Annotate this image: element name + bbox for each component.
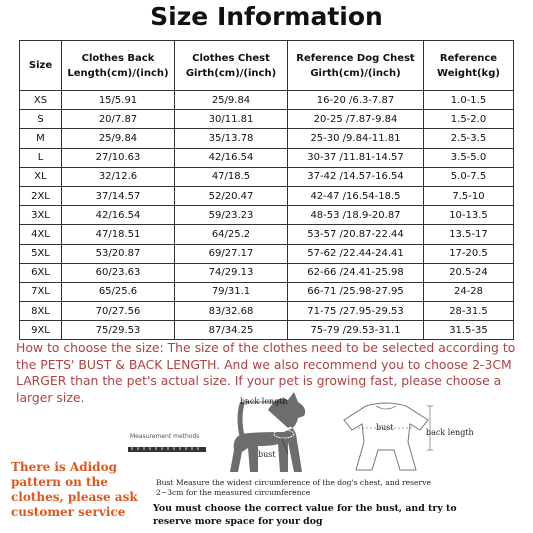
table-cell: 13.5-17 (424, 225, 514, 244)
table-cell: 66-71 /25.98-27.95 (288, 282, 424, 301)
table-cell: 47/18.5 (175, 167, 288, 186)
dog-back-length-label: back length (240, 397, 288, 406)
table-cell: 70/27.56 (62, 302, 175, 321)
table-cell: 30-37 /11.81-14.57 (288, 148, 424, 167)
column-header (424, 41, 514, 91)
table-header-row (20, 41, 514, 91)
page-title: Size Information (150, 2, 383, 31)
table-cell: 65/25.6 (62, 282, 175, 301)
table-cell: XS (20, 91, 62, 110)
table-row (20, 91, 514, 110)
table-row (20, 167, 514, 186)
table-cell: 37-42 /14.57-16.54 (288, 167, 424, 186)
shirt-back-length-label: back length (426, 428, 474, 437)
table-cell: 37/14.57 (62, 186, 175, 205)
table-cell: 74/29.13 (175, 263, 288, 282)
how-to-choose-text: How to choose the size: The size of the clothes need to be selected according to the PETS' BUST & BACK LENGTH. And we also recommend you to choose 2-3CM LARGER than the pet's actual size. If your pet is growing fast, please choose a larger size. (16, 340, 516, 405)
table-row (20, 110, 514, 129)
table-cell: 16-20 /6.3-7.87 (288, 91, 424, 110)
table-row (20, 186, 514, 205)
table-row (20, 263, 514, 282)
table-body (20, 91, 514, 340)
table-cell: 69/27.17 (175, 244, 288, 263)
table-cell: 71-75 /27.95-29.53 (288, 302, 424, 321)
table-cell: 3.5-5.0 (424, 148, 514, 167)
table-cell: 75/29.53 (62, 321, 175, 340)
table-cell: 32/12.6 (62, 167, 175, 186)
table-row (20, 321, 514, 340)
table-cell: 25/9.84 (62, 129, 175, 148)
table-row (20, 302, 514, 321)
table-cell: 42/16.54 (175, 148, 288, 167)
shirt-diagram-icon (336, 398, 436, 474)
shirt-bust-label: bust (376, 423, 394, 432)
table-cell: 7XL (20, 282, 62, 301)
table-cell: 59/23.23 (175, 206, 288, 225)
table-cell: 7.5-10 (424, 186, 514, 205)
table-cell: 31.5-35 (424, 321, 514, 340)
table-cell: 47/18.51 (62, 225, 175, 244)
table-cell: 2.5-3.5 (424, 129, 514, 148)
table-cell: 60/23.63 (62, 263, 175, 282)
table-cell: L (20, 148, 62, 167)
column-header-text: Clothes Chest (192, 52, 270, 64)
table-cell: 4XL (20, 225, 62, 244)
table-cell: 35/13.78 (175, 129, 288, 148)
ruler-icon (128, 441, 208, 457)
table-cell: 62-66 /24.41-25.98 (288, 263, 424, 282)
table-cell: 20/7.87 (62, 110, 175, 129)
table-cell: 25-30 /9.84-11.81 (288, 129, 424, 148)
table-cell: 1.5-2.0 (424, 110, 514, 129)
column-header (288, 41, 424, 91)
table-cell: 8XL (20, 302, 62, 321)
column-header-text: Weight(kg) (437, 67, 500, 79)
table-cell: 3XL (20, 206, 62, 225)
table-cell: 6XL (20, 263, 62, 282)
table-cell: 83/32.68 (175, 302, 288, 321)
bust-choose-note: You must choose the correct value for the bust, and try to reserve more space for your dog (153, 503, 457, 527)
table-cell: XL (20, 167, 62, 186)
size-table (19, 40, 514, 340)
table-cell: 1.0-1.5 (424, 91, 514, 110)
table-cell: 25/9.84 (175, 91, 288, 110)
table-cell: 20-25 /7.87-9.84 (288, 110, 424, 129)
measurement-caption: Measurement methods (130, 433, 200, 440)
table-cell: 27/10.63 (62, 148, 175, 167)
table-cell: 42/16.54 (62, 206, 175, 225)
table-row (20, 225, 514, 244)
promo-text: There is Adidog pattern on the clothes, please ask customer service (11, 460, 138, 519)
column-header (62, 41, 175, 91)
table-cell: 79/31.1 (175, 282, 288, 301)
table-row (20, 282, 514, 301)
table-cell: 24-28 (424, 282, 514, 301)
table-row (20, 244, 514, 263)
table-cell: 48-53 /18.9-20.87 (288, 206, 424, 225)
column-header-text: Length(cm)/(inch) (67, 67, 169, 79)
table-cell: 2XL (20, 186, 62, 205)
table-cell: 5.0-7.5 (424, 167, 514, 186)
table-cell: M (20, 129, 62, 148)
table-row (20, 148, 514, 167)
column-header (20, 41, 62, 91)
table-cell: 28-31.5 (424, 302, 514, 321)
table-cell: 87/34.25 (175, 321, 288, 340)
bust-measure-note: Bust Measure the widest circumference of the dog's chest, and reserve 2~3cm for the measured circumference (156, 478, 431, 497)
column-header-text: Girth(cm)/(inch) (310, 67, 401, 79)
table-cell: 5XL (20, 244, 62, 263)
table-cell: 42-47 /16.54-18.5 (288, 186, 424, 205)
table-cell: 64/25.2 (175, 225, 288, 244)
table-row (20, 206, 514, 225)
table-cell: 20.5-24 (424, 263, 514, 282)
table-cell: 52/20.47 (175, 186, 288, 205)
column-header (175, 41, 288, 91)
table-cell: 53-57 /20.87-22.44 (288, 225, 424, 244)
column-header-text: Reference Dog Chest (296, 52, 415, 64)
table-cell: S (20, 110, 62, 129)
column-header-text: Reference (439, 52, 498, 64)
column-header-text: Girth(cm)/(inch) (185, 67, 277, 79)
table-cell: 9XL (20, 321, 62, 340)
table-cell: 17-20.5 (424, 244, 514, 263)
table-cell: 10-13.5 (424, 206, 514, 225)
table-row (20, 129, 514, 148)
table-cell: 30/11.81 (175, 110, 288, 129)
column-header-text: Clothes Back (81, 52, 155, 64)
dog-bust-label: bust (258, 450, 276, 459)
column-header-text: Size (28, 60, 53, 71)
table-cell: 53/20.87 (62, 244, 175, 263)
table-cell: 57-62 /22.44-24.41 (288, 244, 424, 263)
table-cell: 15/5.91 (62, 91, 175, 110)
table-cell: 75-79 /29.53-31.1 (288, 321, 424, 340)
